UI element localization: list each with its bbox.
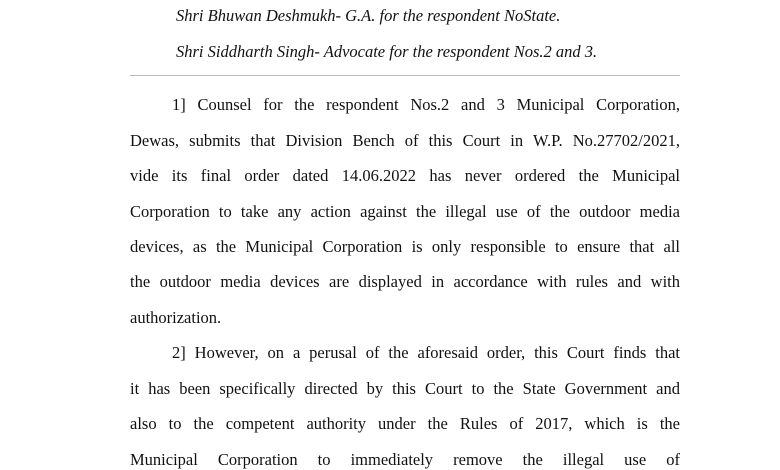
paragraph-1-line-5: devices, as the Municipal Corporation is only responsible to ensure that all [130,237,680,256]
paragraph-2-line-2: it has been specifically directed by this Court to the State Government and [130,379,680,398]
paragraph-1-line-2: Dewas, submits that Division Bench of this Court in W.P. No.27702/2021, [130,131,680,150]
paragraph-2-line-1: 2] However, on a perusal of the aforesaid order, this Court finds that [172,343,680,362]
paragraph-2-line-4: Municipal Corporation to immediately remove the illegal use of [130,450,680,469]
counsel-line-respondents: Shri Siddharth Singh- Advocate for the respondent Nos.2 and 3. [176,42,598,61]
paragraph-1-line-7: authorization. [130,308,222,327]
paragraph-1-line-1: 1] Counsel for the respondent Nos.2 and 3 Municipal Corporation, [172,95,680,114]
paragraph-1-line-3: vide its final order dated 14.06.2022 has never ordered the Municipal [130,166,680,185]
paragraph-2-line-3: also to the competent authority under the Rules of 2017, which is the [130,414,680,433]
paragraph-1-line-6: the outdoor media devices are displayed in accordance with rules and with [130,272,680,291]
counsel-line-state: Shri Bhuwan Deshmukh- G.A. for the respondent NoState. [176,6,561,25]
divider-rule [130,75,680,76]
paragraph-1-line-4: Corporation to take any action against the illegal use of the outdoor media [130,202,680,221]
